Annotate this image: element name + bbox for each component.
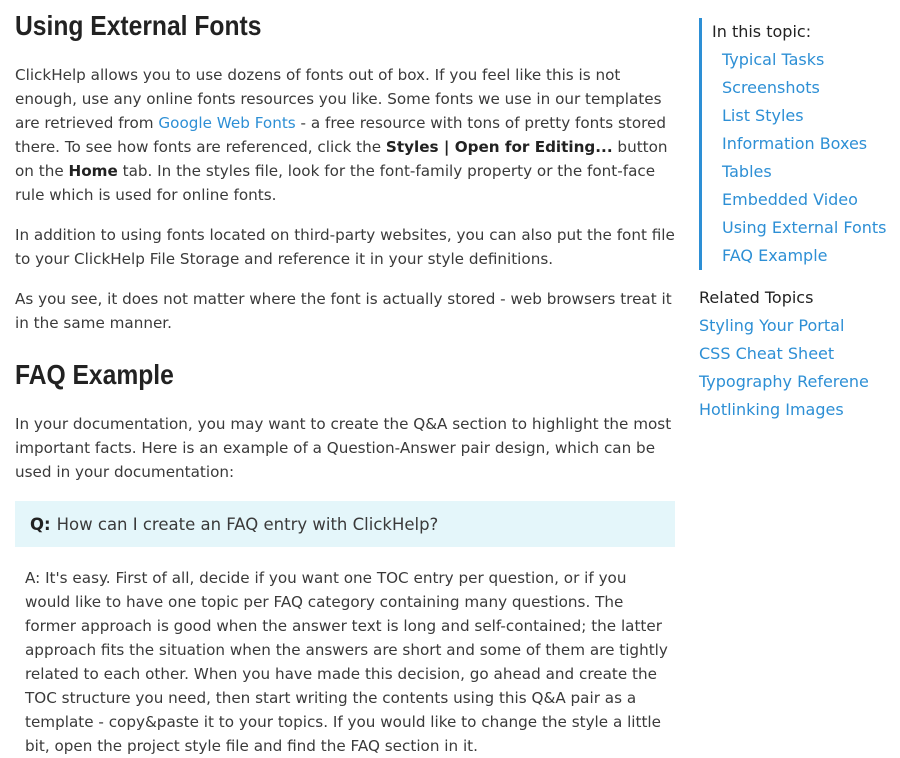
related-link-css-cheat-sheet[interactable]: CSS Cheat Sheet <box>699 344 835 363</box>
paragraph-file-storage: In addition to using fonts located on third-party websites, you can also put the font file to your ClickHelp File Storage and reference it in your style definitions. <box>15 226 675 268</box>
paragraph-faq-intro: In your documentation, you may want to create the Q&A section to highlight the most important facts. Here is an example of a Question-Answer pair design, which can be used in your documentation: <box>15 415 672 481</box>
paragraph-text: ClickHelp allows you to use dozens of fonts out of box. If you feel like this is not enough, use any online fonts resources you like. Some fonts we use in our templates are retrieved from <box>15 66 662 132</box>
section-heading-faq-example: FAQ Example <box>15 359 174 390</box>
toc-item-embedded-video[interactable]: Embedded Video <box>722 190 858 209</box>
styles-open-for-editing-label: Styles | Open for Editing... <box>385 138 613 156</box>
faq-question-box <box>15 501 675 547</box>
related-topics <box>699 284 899 424</box>
toc-item-tables[interactable]: Tables <box>722 162 772 181</box>
paragraph-font-storage-note: As you see, it does not matter where the font is actually stored - web browsers treat it in the same manner. <box>15 290 672 332</box>
paragraph-text: button on the <box>15 138 668 180</box>
related-link-styling-your-portal[interactable]: Styling Your Portal <box>699 316 845 335</box>
google-web-fonts-link[interactable]: Google Web Fonts <box>158 114 296 132</box>
home-tab-label: Home <box>68 162 118 180</box>
question-label: Q: <box>30 514 51 534</box>
toc-item-typical-tasks[interactable]: Typical Tasks <box>722 50 825 69</box>
paragraph-text: tab. In the styles file, look for the font-family property or the font-face rule which is used for online fonts. <box>15 162 656 204</box>
related-link-hotlinking-images[interactable]: Hotlinking Images <box>699 400 844 419</box>
toc-title: In this topic: <box>712 22 812 41</box>
toc-item-screenshots[interactable]: Screenshots <box>722 78 820 97</box>
in-this-topic-toc <box>699 18 899 270</box>
paragraph-external-fonts-intro <box>15 63 679 207</box>
toc-item-using-external-fonts[interactable]: Using External Fonts <box>722 218 887 237</box>
question-text: How can I create an FAQ entry with ClickHelp? <box>56 514 439 534</box>
faq-answer-text: A: It's easy. First of all, decide if you want one TOC entry per question, or if you would like to have one topic per FAQ category containing many questions. The former approach is good when the answer text is long and self-contained; the latter approach fits the situation when the answers are short and some of them are tightly related to each other. When you have made this decision, go ahead and create the TOC structure you need, then start writing the contents using this Q&A pair as a template - copy&paste it to your topics. If you would like to change the style a little bit, open the project style file and find the FAQ section in it. <box>25 569 668 755</box>
related-link-typography-reference[interactable]: Typography Referene <box>699 372 869 391</box>
sidebar <box>699 18 899 424</box>
toc-item-faq-example[interactable]: FAQ Example <box>722 246 828 265</box>
toc-item-list-styles[interactable]: List Styles <box>722 106 804 125</box>
paragraph-text: - a free resource with tons of pretty fonts stored there. To see how fonts are referenced, click the <box>15 114 667 156</box>
related-topics-title: Related Topics <box>699 288 814 307</box>
toc-item-information-boxes[interactable]: Information Boxes <box>722 134 868 153</box>
section-heading-external-fonts: Using External Fonts <box>15 10 262 41</box>
